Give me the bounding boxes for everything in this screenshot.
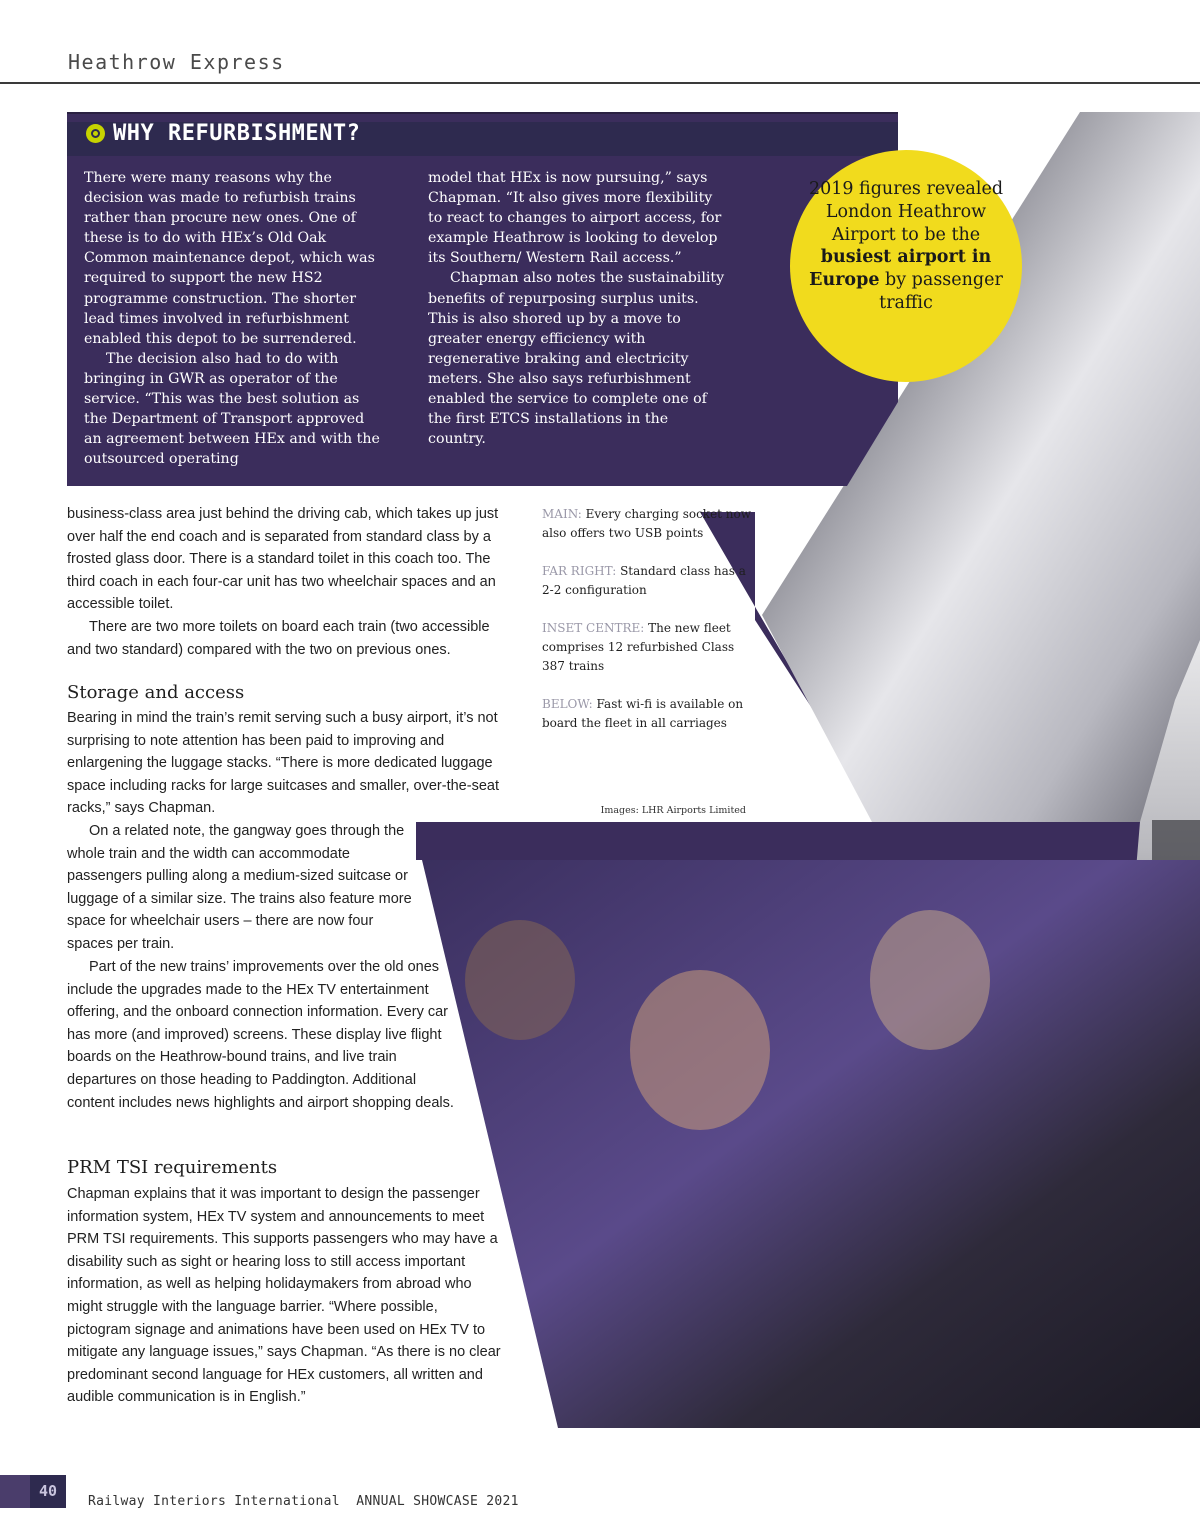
caption-text: Standard class has a 2-2 configuration (542, 564, 746, 597)
header-rule (0, 82, 1200, 84)
caption (542, 505, 754, 543)
prm-heading: PRM TSI requirements (67, 1157, 278, 1178)
body-paragraph: Chapman explains that it was important to design the passenger information system, HEx TV system and announcements to meet PRM TSI requirements. This supports passengers who may have a disability such as sight or hearing loss to still access important information, as well as helping holidaymakers from abroad who might struggle with the language barrier. “Where possible, pictogram signage and animations have been used on HEx TV to mitigate any language issues,” says Chapman. “As there is no clear predominant second language for HEx customers, all written and audible communication is in English.” (67, 1186, 501, 1406)
stat-text-post: by passenger traffic (879, 270, 1003, 313)
body-column-gangway (67, 820, 412, 956)
footer-accent (0, 1475, 30, 1508)
caption (542, 562, 754, 600)
arrow-circle-icon (86, 124, 105, 143)
box-paragraph: There were many reasons why the decision was made to refurbish trains rather than procure new ones. One of these is to do with HEx’s Old Oak Common maintenance depot, which was required to support the new HS2 programme construction. The shorter lead times involved in refurbishment enabled this depot to be surrendered. (84, 170, 375, 347)
image-credit: Images: LHR Airports Limited (600, 805, 746, 816)
section-title: Heathrow Express (68, 50, 285, 74)
body-column-prm (67, 1183, 501, 1409)
box-paragraph: model that HEx is now pursuing,” says Chapman. “It also gives more flexibility to react to changes to airport access, for example Heathrow is looking to develop its Southern/ Western Rail access.” (428, 170, 722, 267)
body-paragraph: Part of the new trains’ improvements over the old ones include the upgrades made to the HEx TV entertainment offering, and the onboard connection information. Every car has more (and improved) screens. These display live flight boards on the Heathrow-bound trains, and live train departures on those heading to Paddington. Additional content includes news highlights and airport shopping deals. (67, 959, 454, 1111)
image-captions (542, 505, 754, 752)
body-paragraph: There are two more toilets on board each train (two accessible and two standard) compared with the two on previous ones. (67, 618, 490, 658)
box-column-2 (428, 168, 728, 449)
storage-heading: Storage and access (67, 682, 245, 703)
box-heading-text: WHY REFURBISHMENT? (113, 121, 361, 146)
caption-panel-lower (416, 822, 1200, 860)
caption-label: BELOW: (542, 697, 593, 711)
body-paragraph: On a related note, the gangway goes through the whole train and the width can accommodate passengers pulling along a medium-sized suitcase or luggage of a similar size. The trains also feature more space for wheelchair users – there are now four spaces per train. (67, 823, 412, 952)
publication-name: Railway Interiors International (88, 1494, 340, 1509)
body-column-tv (67, 956, 457, 1114)
page-number: 40 (30, 1475, 66, 1508)
body-column-upper (67, 503, 517, 661)
caption-label: FAR RIGHT: (542, 564, 617, 578)
body-paragraph: business-class area just behind the driving cab, which takes up just over half the end coach and is separated from standard class by a frosted glass door. There is a standard toilet in this coach too. The third coach in each four-car unit has two wheelchair spaces and an accessible toilet. (67, 506, 499, 613)
caption (542, 695, 754, 733)
body-paragraph: Bearing in mind the train’s remit serving such a busy airport, it’s not surprising to note attention has been paid to improving and enlargening the luggage stacks. “There is more dedicated luggage space including racks for large suitcases and smaller, over-the-seat racks,” says Chapman. (67, 710, 499, 817)
stat-text-pre: 2019 figures revealed London Heathrow Airport to be the (808, 179, 1004, 245)
box-heading (86, 121, 360, 146)
stat-text-bold: busiest airport in Europe (809, 247, 992, 291)
issue-name: ANNUAL SHOWCASE 2021 (356, 1494, 519, 1509)
box-paragraph: Chapman also notes the sustainability benefits of repurposing surplus units. This is also shored up by a move to greater energy efficiency with regenerative braking and electricity meters. She also says refurbishment enabled the service to complete one of the first ETCS installations in the country. (428, 270, 725, 448)
caption-label: MAIN: (542, 507, 582, 521)
stat-text (806, 178, 1006, 315)
caption-text: Every charging socket now also offers two USB points (542, 507, 752, 540)
box-paragraph: The decision also had to do with bringing in GWR as operator of the service. “This was the best solution as the Department of Transport approved an agreement between HEx and with the outsourced operating (84, 350, 380, 468)
caption-text: Fast wi-fi is available on board the fleet in all carriages (542, 697, 744, 730)
body-column-storage (67, 707, 519, 820)
caption (542, 619, 754, 676)
caption-text: The new fleet comprises 12 refurbished Class 387 trains (542, 621, 735, 673)
caption-label: INSET CENTRE: (542, 621, 645, 635)
footer-publication (88, 1494, 519, 1509)
box-column-1 (84, 168, 384, 469)
